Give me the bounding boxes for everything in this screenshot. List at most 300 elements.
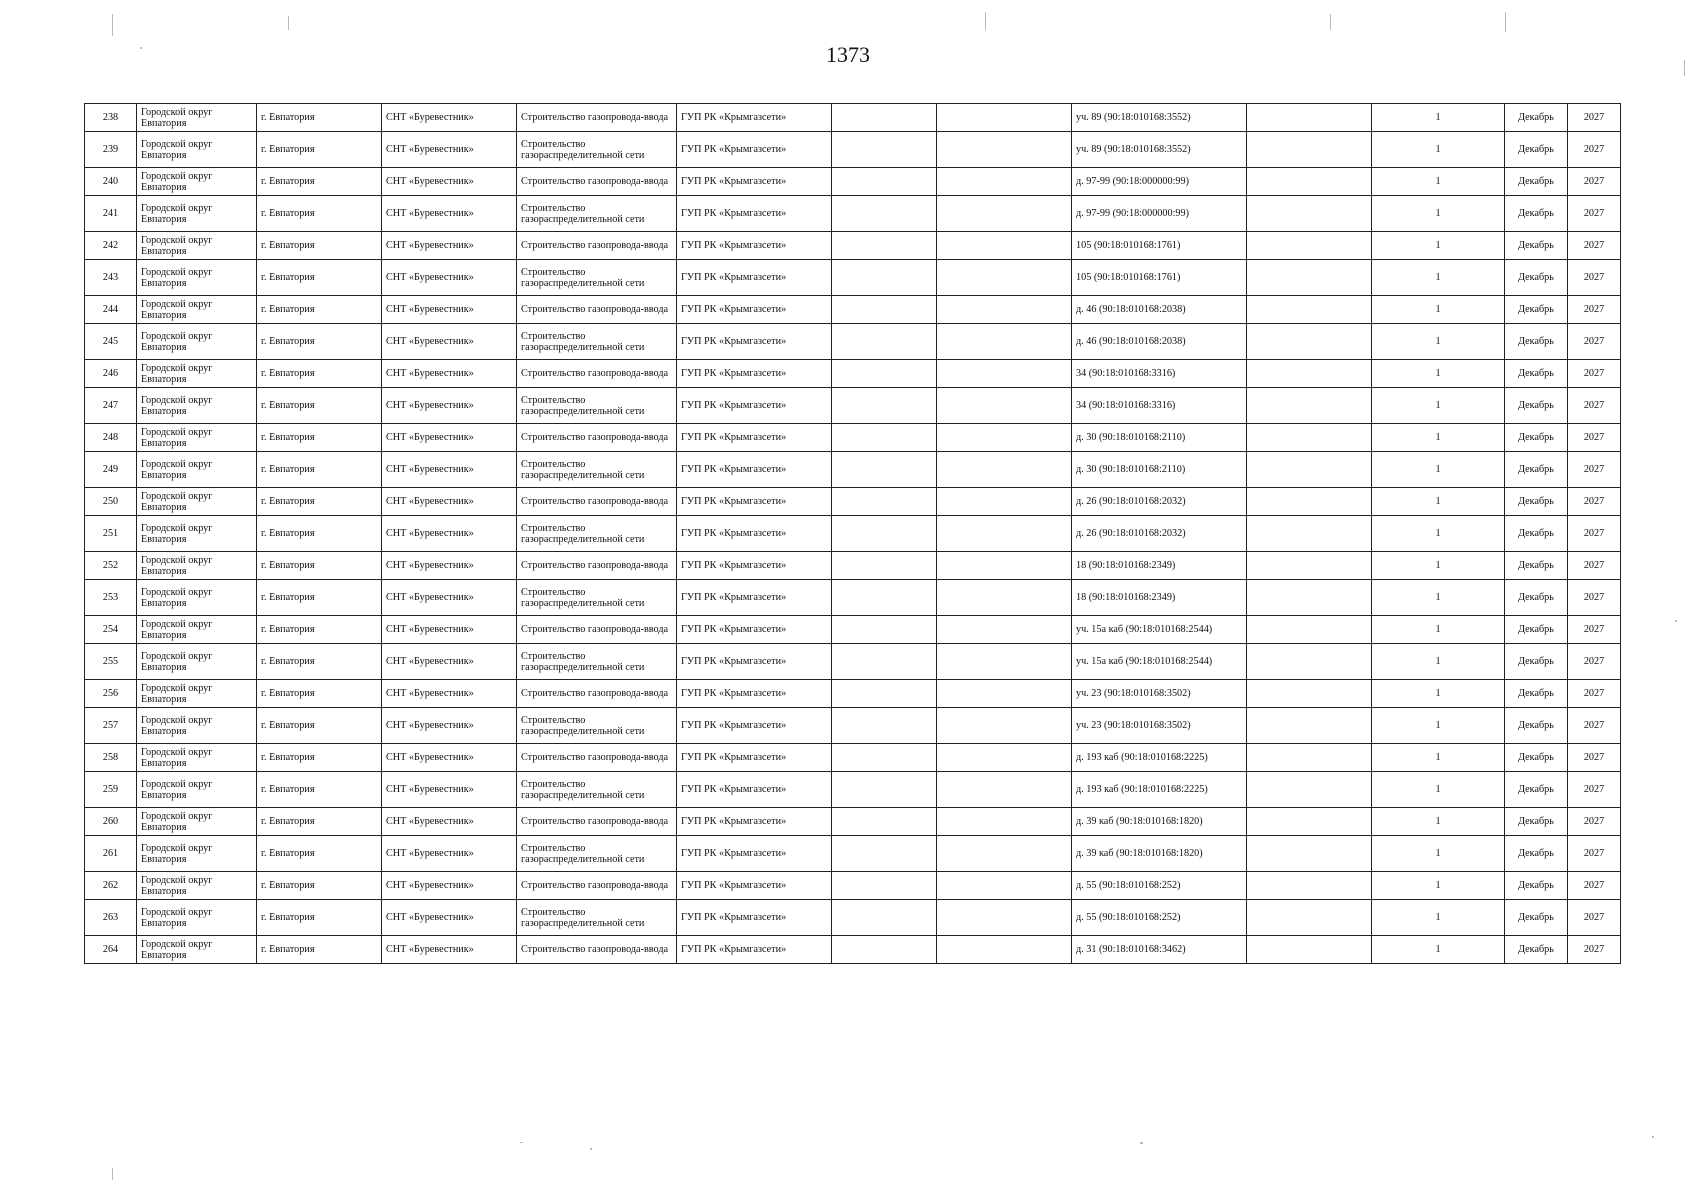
address-cell: д. 46 (90:18:010168:2038) xyxy=(1072,296,1247,324)
quantity-cell: 1 xyxy=(1372,872,1505,900)
work-type-cell: Строительство газопровода-ввода xyxy=(517,808,677,836)
table-row xyxy=(85,132,1621,168)
work-type-cell: Строительство газораспределительной сети xyxy=(517,324,677,360)
year-cell: 2027 xyxy=(1568,772,1621,808)
empty-cell xyxy=(832,516,937,552)
year-cell: 2027 xyxy=(1568,708,1621,744)
table-row xyxy=(85,644,1621,680)
row-number: 239 xyxy=(85,132,137,168)
month-cell: Декабрь xyxy=(1505,708,1568,744)
row-number: 254 xyxy=(85,616,137,644)
year-cell: 2027 xyxy=(1568,616,1621,644)
district-cell: Городской округ Евпатория xyxy=(137,708,257,744)
empty-cell xyxy=(937,644,1072,680)
organization-cell: ГУП РК «Крымгазсети» xyxy=(677,808,832,836)
year-cell: 2027 xyxy=(1568,424,1621,452)
city-cell: г. Евпатория xyxy=(257,836,382,872)
work-type-cell: Строительство газопровода-ввода xyxy=(517,360,677,388)
scan-mark xyxy=(112,1168,113,1180)
city-cell: г. Евпатория xyxy=(257,324,382,360)
address-cell: д. 30 (90:18:010168:2110) xyxy=(1072,452,1247,488)
address-cell: д. 39 каб (90:18:010168:1820) xyxy=(1072,808,1247,836)
district-cell: Городской округ Евпатория xyxy=(137,680,257,708)
snt-cell: СНТ «Буревестник» xyxy=(382,388,517,424)
empty-cell xyxy=(1247,324,1372,360)
organization-cell: ГУП РК «Крымгазсети» xyxy=(677,836,832,872)
month-cell: Декабрь xyxy=(1505,488,1568,516)
table-row xyxy=(85,872,1621,900)
work-type-cell: Строительство газопровода-ввода xyxy=(517,168,677,196)
month-cell: Декабрь xyxy=(1505,552,1568,580)
district-cell: Городской округ Евпатория xyxy=(137,872,257,900)
year-cell: 2027 xyxy=(1568,360,1621,388)
quantity-cell: 1 xyxy=(1372,232,1505,260)
district-cell: Городской округ Евпатория xyxy=(137,360,257,388)
city-cell: г. Евпатория xyxy=(257,644,382,680)
empty-cell xyxy=(937,388,1072,424)
city-cell: г. Евпатория xyxy=(257,168,382,196)
address-cell: уч. 15а каб (90:18:010168:2544) xyxy=(1072,616,1247,644)
empty-cell xyxy=(832,552,937,580)
city-cell: г. Евпатория xyxy=(257,452,382,488)
year-cell: 2027 xyxy=(1568,936,1621,964)
quantity-cell: 1 xyxy=(1372,488,1505,516)
empty-cell xyxy=(832,772,937,808)
empty-cell xyxy=(832,644,937,680)
work-type-cell: Строительство газопровода-ввода xyxy=(517,680,677,708)
empty-cell xyxy=(1247,744,1372,772)
organization-cell: ГУП РК «Крымгазсети» xyxy=(677,424,832,452)
quantity-cell: 1 xyxy=(1372,936,1505,964)
empty-cell xyxy=(937,296,1072,324)
address-cell: д. 55 (90:18:010168:252) xyxy=(1072,872,1247,900)
scan-mark xyxy=(1652,1136,1654,1138)
year-cell: 2027 xyxy=(1568,580,1621,616)
table-row xyxy=(85,936,1621,964)
work-type-cell: Строительство газопровода-ввода xyxy=(517,232,677,260)
address-cell: уч. 15а каб (90:18:010168:2544) xyxy=(1072,644,1247,680)
quantity-cell: 1 xyxy=(1372,168,1505,196)
address-cell: д. 97-99 (90:18:000000:99) xyxy=(1072,196,1247,232)
empty-cell xyxy=(1247,424,1372,452)
table-row xyxy=(85,708,1621,744)
organization-cell: ГУП РК «Крымгазсети» xyxy=(677,772,832,808)
address-cell: уч. 89 (90:18:010168:3552) xyxy=(1072,132,1247,168)
row-number: 244 xyxy=(85,296,137,324)
snt-cell: СНТ «Буревестник» xyxy=(382,900,517,936)
city-cell: г. Евпатория xyxy=(257,296,382,324)
empty-cell xyxy=(832,168,937,196)
table-row xyxy=(85,296,1621,324)
year-cell: 2027 xyxy=(1568,168,1621,196)
scan-mark xyxy=(140,47,142,49)
quantity-cell: 1 xyxy=(1372,708,1505,744)
organization-cell: ГУП РК «Крымгазсети» xyxy=(677,132,832,168)
empty-cell xyxy=(937,168,1072,196)
city-cell: г. Евпатория xyxy=(257,708,382,744)
row-number: 243 xyxy=(85,260,137,296)
empty-cell xyxy=(832,296,937,324)
month-cell: Декабрь xyxy=(1505,580,1568,616)
organization-cell: ГУП РК «Крымгазсети» xyxy=(677,168,832,196)
city-cell: г. Евпатория xyxy=(257,772,382,808)
organization-cell: ГУП РК «Крымгазсети» xyxy=(677,260,832,296)
row-number: 247 xyxy=(85,388,137,424)
table-row xyxy=(85,388,1621,424)
month-cell: Декабрь xyxy=(1505,104,1568,132)
organization-cell: ГУП РК «Крымгазсети» xyxy=(677,232,832,260)
address-cell: 34 (90:18:010168:3316) xyxy=(1072,360,1247,388)
quantity-cell: 1 xyxy=(1372,452,1505,488)
empty-cell xyxy=(832,488,937,516)
snt-cell: СНТ «Буревестник» xyxy=(382,104,517,132)
work-type-cell: Строительство газопровода-ввода xyxy=(517,488,677,516)
city-cell: г. Евпатория xyxy=(257,104,382,132)
address-cell: д. 26 (90:18:010168:2032) xyxy=(1072,488,1247,516)
empty-cell xyxy=(832,424,937,452)
row-number: 240 xyxy=(85,168,137,196)
row-number: 258 xyxy=(85,744,137,772)
empty-cell xyxy=(1247,516,1372,552)
district-cell: Городской округ Евпатория xyxy=(137,580,257,616)
year-cell: 2027 xyxy=(1568,260,1621,296)
city-cell: г. Евпатория xyxy=(257,616,382,644)
address-cell: 34 (90:18:010168:3316) xyxy=(1072,388,1247,424)
empty-cell xyxy=(937,104,1072,132)
table-row xyxy=(85,680,1621,708)
organization-cell: ГУП РК «Крымгазсети» xyxy=(677,388,832,424)
organization-cell: ГУП РК «Крымгазсети» xyxy=(677,324,832,360)
quantity-cell: 1 xyxy=(1372,744,1505,772)
work-type-cell: Строительство газопровода-ввода xyxy=(517,424,677,452)
organization-cell: ГУП РК «Крымгазсети» xyxy=(677,552,832,580)
address-cell: уч. 23 (90:18:010168:3502) xyxy=(1072,680,1247,708)
year-cell: 2027 xyxy=(1568,296,1621,324)
work-type-cell: Строительство газораспределительной сети xyxy=(517,580,677,616)
scan-mark xyxy=(1140,1142,1143,1144)
month-cell: Декабрь xyxy=(1505,900,1568,936)
row-number: 257 xyxy=(85,708,137,744)
empty-cell xyxy=(1247,900,1372,936)
city-cell: г. Евпатория xyxy=(257,808,382,836)
month-cell: Декабрь xyxy=(1505,132,1568,168)
month-cell: Декабрь xyxy=(1505,516,1568,552)
district-cell: Городской округ Евпатория xyxy=(137,900,257,936)
empty-cell xyxy=(937,424,1072,452)
empty-cell xyxy=(832,680,937,708)
quantity-cell: 1 xyxy=(1372,616,1505,644)
snt-cell: СНТ «Буревестник» xyxy=(382,516,517,552)
empty-cell xyxy=(832,616,937,644)
empty-cell xyxy=(937,488,1072,516)
snt-cell: СНТ «Буревестник» xyxy=(382,872,517,900)
row-number: 241 xyxy=(85,196,137,232)
year-cell: 2027 xyxy=(1568,644,1621,680)
organization-cell: ГУП РК «Крымгазсети» xyxy=(677,872,832,900)
address-cell: 105 (90:18:010168:1761) xyxy=(1072,232,1247,260)
organization-cell: ГУП РК «Крымгазсети» xyxy=(677,644,832,680)
empty-cell xyxy=(937,132,1072,168)
row-number: 255 xyxy=(85,644,137,680)
month-cell: Декабрь xyxy=(1505,680,1568,708)
empty-cell xyxy=(832,836,937,872)
month-cell: Декабрь xyxy=(1505,196,1568,232)
month-cell: Декабрь xyxy=(1505,260,1568,296)
row-number: 250 xyxy=(85,488,137,516)
empty-cell xyxy=(937,232,1072,260)
snt-cell: СНТ «Буревестник» xyxy=(382,424,517,452)
table-row xyxy=(85,488,1621,516)
row-number: 248 xyxy=(85,424,137,452)
empty-cell xyxy=(832,360,937,388)
empty-cell xyxy=(832,260,937,296)
snt-cell: СНТ «Буревестник» xyxy=(382,488,517,516)
organization-cell: ГУП РК «Крымгазсети» xyxy=(677,196,832,232)
empty-cell xyxy=(937,808,1072,836)
year-cell: 2027 xyxy=(1568,680,1621,708)
work-type-cell: Строительство газораспределительной сети xyxy=(517,772,677,808)
scan-mark xyxy=(112,14,113,36)
organization-cell: ГУП РК «Крымгазсети» xyxy=(677,452,832,488)
organization-cell: ГУП РК «Крымгазсети» xyxy=(677,900,832,936)
table-row xyxy=(85,168,1621,196)
row-number: 260 xyxy=(85,808,137,836)
quantity-cell: 1 xyxy=(1372,132,1505,168)
table-row xyxy=(85,424,1621,452)
scan-mark xyxy=(520,1142,523,1143)
year-cell: 2027 xyxy=(1568,196,1621,232)
empty-cell xyxy=(1247,132,1372,168)
city-cell: г. Евпатория xyxy=(257,232,382,260)
quantity-cell: 1 xyxy=(1372,580,1505,616)
snt-cell: СНТ «Буревестник» xyxy=(382,744,517,772)
page-number: 1373 xyxy=(826,42,870,67)
year-cell: 2027 xyxy=(1568,232,1621,260)
quantity-cell: 1 xyxy=(1372,360,1505,388)
empty-cell xyxy=(832,452,937,488)
month-cell: Декабрь xyxy=(1505,616,1568,644)
snt-cell: СНТ «Буревестник» xyxy=(382,324,517,360)
empty-cell xyxy=(1247,808,1372,836)
address-cell: д. 97-99 (90:18:000000:99) xyxy=(1072,168,1247,196)
district-cell: Городской округ Евпатория xyxy=(137,324,257,360)
empty-cell xyxy=(937,324,1072,360)
district-cell: Городской округ Евпатория xyxy=(137,616,257,644)
city-cell: г. Евпатория xyxy=(257,360,382,388)
empty-cell xyxy=(832,196,937,232)
row-number: 264 xyxy=(85,936,137,964)
work-type-cell: Строительство газопровода-ввода xyxy=(517,872,677,900)
quantity-cell: 1 xyxy=(1372,196,1505,232)
snt-cell: СНТ «Буревестник» xyxy=(382,132,517,168)
snt-cell: СНТ «Буревестник» xyxy=(382,360,517,388)
scan-mark xyxy=(985,12,986,30)
work-type-cell: Строительство газораспределительной сети xyxy=(517,516,677,552)
district-cell: Городской округ Евпатория xyxy=(137,296,257,324)
organization-cell: ГУП РК «Крымгазсети» xyxy=(677,104,832,132)
empty-cell xyxy=(937,872,1072,900)
quantity-cell: 1 xyxy=(1372,516,1505,552)
organization-cell: ГУП РК «Крымгазсети» xyxy=(677,680,832,708)
organization-cell: ГУП РК «Крымгазсети» xyxy=(677,744,832,772)
snt-cell: СНТ «Буревестник» xyxy=(382,616,517,644)
organization-cell: ГУП РК «Крымгазсети» xyxy=(677,488,832,516)
district-cell: Городской округ Евпатория xyxy=(137,388,257,424)
row-number: 251 xyxy=(85,516,137,552)
district-cell: Городской округ Евпатория xyxy=(137,808,257,836)
row-number: 263 xyxy=(85,900,137,936)
organization-cell: ГУП РК «Крымгазсети» xyxy=(677,708,832,744)
registry-body xyxy=(85,104,1621,964)
table-row xyxy=(85,260,1621,296)
address-cell: уч. 23 (90:18:010168:3502) xyxy=(1072,708,1247,744)
work-type-cell: Строительство газопровода-ввода xyxy=(517,104,677,132)
empty-cell xyxy=(832,872,937,900)
month-cell: Декабрь xyxy=(1505,644,1568,680)
year-cell: 2027 xyxy=(1568,900,1621,936)
empty-cell xyxy=(1247,708,1372,744)
table-row xyxy=(85,616,1621,644)
empty-cell xyxy=(1247,296,1372,324)
year-cell: 2027 xyxy=(1568,488,1621,516)
address-cell: д. 55 (90:18:010168:252) xyxy=(1072,900,1247,936)
empty-cell xyxy=(937,516,1072,552)
empty-cell xyxy=(1247,552,1372,580)
month-cell: Декабрь xyxy=(1505,232,1568,260)
empty-cell xyxy=(1247,388,1372,424)
address-cell: д. 193 каб (90:18:010168:2225) xyxy=(1072,744,1247,772)
organization-cell: ГУП РК «Крымгазсети» xyxy=(677,296,832,324)
work-type-cell: Строительство газораспределительной сети xyxy=(517,260,677,296)
empty-cell xyxy=(937,772,1072,808)
table-row xyxy=(85,452,1621,488)
row-number: 256 xyxy=(85,680,137,708)
quantity-cell: 1 xyxy=(1372,104,1505,132)
work-type-cell: Строительство газораспределительной сети xyxy=(517,452,677,488)
quantity-cell: 1 xyxy=(1372,260,1505,296)
empty-cell xyxy=(832,744,937,772)
table-row xyxy=(85,836,1621,872)
empty-cell xyxy=(1247,452,1372,488)
empty-cell xyxy=(1247,936,1372,964)
year-cell: 2027 xyxy=(1568,516,1621,552)
district-cell: Городской округ Евпатория xyxy=(137,744,257,772)
empty-cell xyxy=(937,360,1072,388)
empty-cell xyxy=(1247,680,1372,708)
table-row xyxy=(85,744,1621,772)
registry-table xyxy=(84,103,1621,964)
empty-cell xyxy=(1247,772,1372,808)
work-type-cell: Строительство газораспределительной сети xyxy=(517,708,677,744)
snt-cell: СНТ «Буревестник» xyxy=(382,260,517,296)
address-cell: 18 (90:18:010168:2349) xyxy=(1072,552,1247,580)
row-number: 242 xyxy=(85,232,137,260)
table-row xyxy=(85,900,1621,936)
snt-cell: СНТ «Буревестник» xyxy=(382,232,517,260)
city-cell: г. Евпатория xyxy=(257,872,382,900)
work-type-cell: Строительство газораспределительной сети xyxy=(517,196,677,232)
empty-cell xyxy=(832,104,937,132)
city-cell: г. Евпатория xyxy=(257,936,382,964)
district-cell: Городской округ Евпатория xyxy=(137,772,257,808)
scan-mark xyxy=(288,16,289,30)
empty-cell xyxy=(1247,872,1372,900)
city-cell: г. Евпатория xyxy=(257,580,382,616)
district-cell: Городской округ Евпатория xyxy=(137,168,257,196)
month-cell: Декабрь xyxy=(1505,936,1568,964)
work-type-cell: Строительство газораспределительной сети xyxy=(517,132,677,168)
month-cell: Декабрь xyxy=(1505,324,1568,360)
work-type-cell: Строительство газопровода-ввода xyxy=(517,296,677,324)
city-cell: г. Евпатория xyxy=(257,196,382,232)
empty-cell xyxy=(1247,616,1372,644)
month-cell: Декабрь xyxy=(1505,836,1568,872)
empty-cell xyxy=(832,936,937,964)
year-cell: 2027 xyxy=(1568,104,1621,132)
scan-mark xyxy=(1505,12,1506,32)
empty-cell xyxy=(1247,196,1372,232)
snt-cell: СНТ «Буревестник» xyxy=(382,580,517,616)
quantity-cell: 1 xyxy=(1372,324,1505,360)
city-cell: г. Евпатория xyxy=(257,900,382,936)
quantity-cell: 1 xyxy=(1372,900,1505,936)
empty-cell xyxy=(832,132,937,168)
quantity-cell: 1 xyxy=(1372,424,1505,452)
work-type-cell: Строительство газопровода-ввода xyxy=(517,616,677,644)
quantity-cell: 1 xyxy=(1372,644,1505,680)
table-row xyxy=(85,580,1621,616)
city-cell: г. Евпатория xyxy=(257,552,382,580)
empty-cell xyxy=(937,936,1072,964)
month-cell: Декабрь xyxy=(1505,872,1568,900)
empty-cell xyxy=(832,232,937,260)
address-cell: уч. 89 (90:18:010168:3552) xyxy=(1072,104,1247,132)
scan-mark xyxy=(1684,60,1685,76)
organization-cell: ГУП РК «Крымгазсети» xyxy=(677,580,832,616)
city-cell: г. Евпатория xyxy=(257,488,382,516)
empty-cell xyxy=(1247,360,1372,388)
address-cell: 105 (90:18:010168:1761) xyxy=(1072,260,1247,296)
empty-cell xyxy=(1247,644,1372,680)
empty-cell xyxy=(832,708,937,744)
month-cell: Декабрь xyxy=(1505,296,1568,324)
district-cell: Городской округ Евпатория xyxy=(137,836,257,872)
address-cell: д. 193 каб (90:18:010168:2225) xyxy=(1072,772,1247,808)
empty-cell xyxy=(937,900,1072,936)
table-row xyxy=(85,552,1621,580)
quantity-cell: 1 xyxy=(1372,772,1505,808)
row-number: 238 xyxy=(85,104,137,132)
month-cell: Декабрь xyxy=(1505,360,1568,388)
address-cell: д. 39 каб (90:18:010168:1820) xyxy=(1072,836,1247,872)
quantity-cell: 1 xyxy=(1372,836,1505,872)
empty-cell xyxy=(832,808,937,836)
empty-cell xyxy=(937,196,1072,232)
quantity-cell: 1 xyxy=(1372,808,1505,836)
work-type-cell: Строительство газопровода-ввода xyxy=(517,936,677,964)
table-row xyxy=(85,104,1621,132)
snt-cell: СНТ «Буревестник» xyxy=(382,644,517,680)
district-cell: Городской округ Евпатория xyxy=(137,232,257,260)
city-cell: г. Евпатория xyxy=(257,516,382,552)
empty-cell xyxy=(1247,260,1372,296)
snt-cell: СНТ «Буревестник» xyxy=(382,168,517,196)
quantity-cell: 1 xyxy=(1372,296,1505,324)
snt-cell: СНТ «Буревестник» xyxy=(382,808,517,836)
snt-cell: СНТ «Буревестник» xyxy=(382,708,517,744)
district-cell: Городской округ Евпатория xyxy=(137,516,257,552)
district-cell: Городской округ Евпатория xyxy=(137,488,257,516)
